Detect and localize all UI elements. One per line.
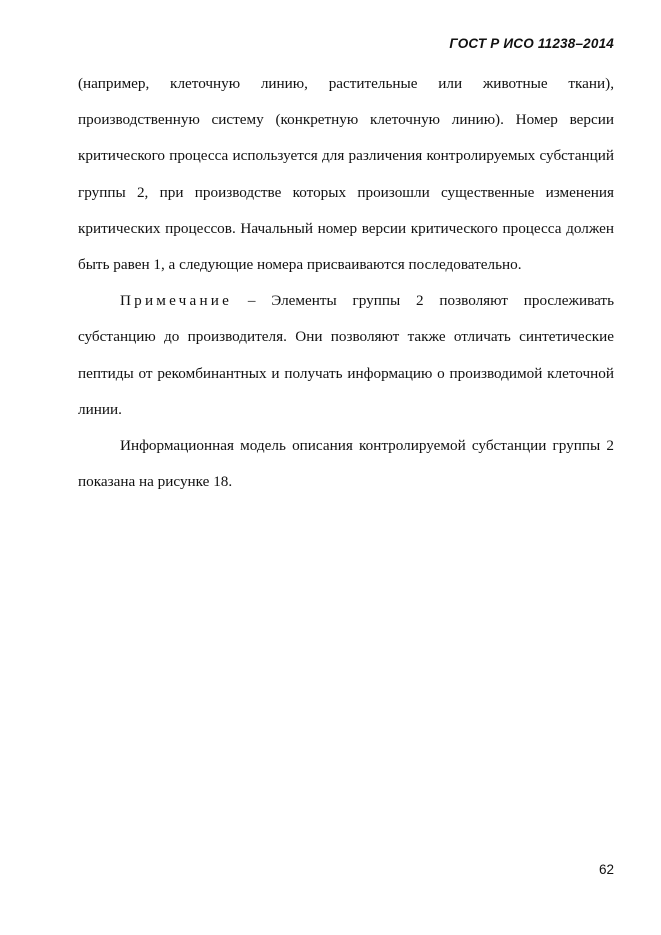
paragraph-continuation: (например, клеточную линию, растительные или животные ткани), производственную систему (конкретную клеточную линию). Номер версии критического процесса используется для различения контролируемых субстанций группы 2, при производстве которых произошли существенные изменения критических процессов. Начальный номер версии критического процесса должен быть равен 1, а следующие номера присваиваются последовательно. [78, 75, 614, 274]
paragraph-figure-reference: Информационная модель описания контролируемой субстанции группы 2 показана на рисунке 18. [78, 437, 614, 491]
note-paragraph [78, 283, 614, 428]
page-number: 62 [598, 862, 614, 877]
note-text: – Элементы группы 2 позволяют прослеживать субстанцию до производителя. Они позволяют также отличать синтетические пептиды от рекомбинантных и получать информацию о производимой клеточной линии. [78, 292, 614, 418]
standard-header: ГОСТ Р ИСО 11238–2014 [449, 36, 614, 51]
document-body [78, 66, 614, 500]
note-label: Примечание [120, 292, 233, 310]
